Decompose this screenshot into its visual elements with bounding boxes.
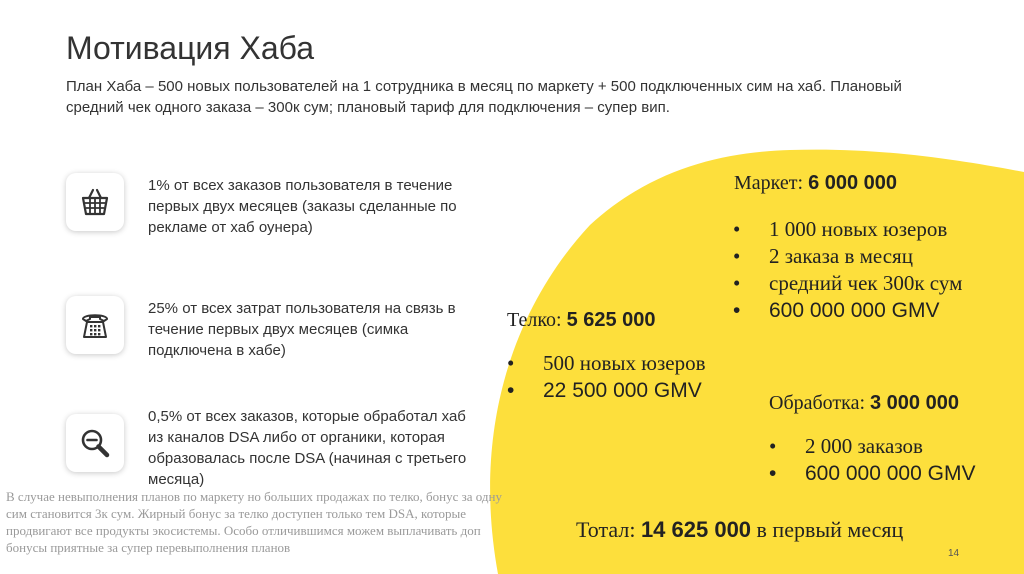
shopping-basket-icon <box>77 184 113 220</box>
list-item: • 22 500 000 GMV <box>507 377 705 404</box>
total-amount: 14 625 000 <box>640 517 752 542</box>
total-label: Тотал: <box>576 517 636 542</box>
zoom-out-icon <box>77 425 113 461</box>
telko-heading <box>507 309 656 332</box>
market-heading <box>734 172 897 195</box>
feature-icon-tile <box>66 414 124 472</box>
telephone-icon <box>77 307 113 343</box>
market-amount: 6 000 000 <box>808 172 898 194</box>
list-item: • 2 заказа в месяц <box>733 243 962 270</box>
list-item: • 500 новых юзеров <box>507 350 705 377</box>
list-item: • 600 000 000 GMV <box>769 460 975 487</box>
processing-label: Обработка: <box>769 392 865 414</box>
feature-text-market: 1% от всех заказов пользователя в течение первых двух месяцев (заказы сделанные по рекламе от хаб оунера) <box>148 177 457 236</box>
market-bullets <box>733 216 962 324</box>
list-item: • 1 000 новых юзеров <box>733 216 962 243</box>
feature-icon-tile <box>66 173 124 231</box>
page-title: Мотивация Хаба <box>66 30 315 66</box>
processing-bullets <box>769 433 975 487</box>
telko-bullets <box>507 350 705 404</box>
list-item: • средний чек 300к сум <box>733 270 962 297</box>
telko-amount: 5 625 000 <box>566 309 656 331</box>
telko-label: Телко: <box>507 309 562 331</box>
total-line <box>576 517 903 543</box>
footnote: В случае невыполнения планов по маркету но больших продажах по телко, бонус за одну сим становится 3к сум. Жирный бонус за телко доступен только тем DSA, которые продвигают все продукты экосистемы. Особо отличившимся можем выплачивать доп бонусы приятные за супер перевыполнения планов <box>6 489 502 555</box>
list-item: • 600 000 000 GMV <box>733 297 962 324</box>
page-number: 14 <box>948 548 960 559</box>
feature-text-telko: 25% от всех затрат пользователя на связь в течение первых двух месяцев (симка подключена в хабе) <box>148 300 456 359</box>
total-suffix: в первый месяц <box>751 517 904 542</box>
processing-amount: 3 000 000 <box>870 392 959 414</box>
processing-heading <box>769 392 959 415</box>
feature-icon-tile <box>66 296 124 354</box>
feature-text-processing: 0,5% от всех заказов, которые обработал хаб из каналов DSA либо от органики, которая образовалась после DSA (начиная с третьего месяца) <box>148 408 467 488</box>
intro-text: План Хаба – 500 новых пользователей на 1 сотрудника в месяц по маркету + 500 подключенных сим на хаб. Плановый средний чек одного заказа – 300к сум; плановый тариф для подключения – супер вип. <box>66 78 902 116</box>
list-item: • 2 000 заказов <box>769 433 975 460</box>
market-label: Маркет: <box>734 172 804 194</box>
